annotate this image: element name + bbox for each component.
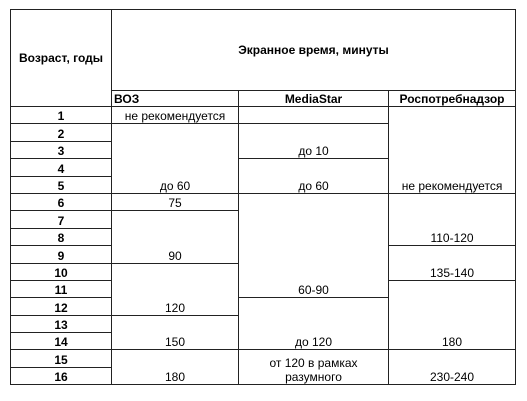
- who-cell: до 60: [112, 124, 239, 194]
- screen-time-header: Экранное время, минуты: [112, 10, 516, 91]
- age-cell: 13: [11, 315, 112, 332]
- table-row: [11, 107, 516, 124]
- table-row: [11, 350, 516, 367]
- mediastar-cell: до 60: [239, 159, 389, 194]
- table-body: [11, 107, 516, 385]
- source-rospotrebnadzor-header: Роспотребнадзор: [389, 91, 516, 107]
- age-cell: 1: [11, 107, 112, 124]
- mediastar-cell: до 120: [239, 298, 389, 350]
- table-row: [11, 193, 516, 210]
- age-cell: 11: [11, 280, 112, 297]
- age-cell: 7: [11, 211, 112, 228]
- who-cell: 180: [112, 350, 239, 385]
- age-cell: 9: [11, 246, 112, 263]
- who-cell: 120: [112, 263, 239, 315]
- source-mediastar-header: MediaStar: [239, 91, 389, 107]
- who-cell: не рекомендуется: [112, 107, 239, 124]
- who-cell: 75: [112, 193, 239, 210]
- rospotrebnadzor-cell: 110-120: [389, 193, 516, 245]
- age-cell: 16: [11, 367, 112, 384]
- rospotrebnadzor-cell: 230-240: [389, 350, 516, 385]
- age-cell: 6: [11, 193, 112, 210]
- age-cell: 12: [11, 298, 112, 315]
- rospotrebnadzor-cell: 135-140: [389, 246, 516, 281]
- age-cell: 2: [11, 124, 112, 141]
- age-header: Возраст, годы: [11, 10, 112, 107]
- mediastar-cell: до 10: [239, 124, 389, 159]
- source-who-header: ВОЗ: [112, 91, 239, 107]
- age-cell: 15: [11, 350, 112, 367]
- age-cell: 5: [11, 176, 112, 193]
- who-cell: 90: [112, 211, 239, 263]
- rospotrebnadzor-cell: 180: [389, 280, 516, 350]
- age-cell: 3: [11, 141, 112, 158]
- mediastar-cell: от 120 в рамках разумного: [239, 350, 389, 385]
- age-cell: 4: [11, 159, 112, 176]
- who-cell: 150: [112, 315, 239, 350]
- age-cell: 8: [11, 228, 112, 245]
- screen-time-table: [10, 9, 516, 385]
- mediastar-cell: 60-90: [239, 193, 389, 297]
- age-cell: 10: [11, 263, 112, 280]
- rospotrebnadzor-cell: не рекомендуется: [389, 107, 516, 194]
- age-cell: 14: [11, 333, 112, 350]
- mediastar-cell: [239, 107, 389, 124]
